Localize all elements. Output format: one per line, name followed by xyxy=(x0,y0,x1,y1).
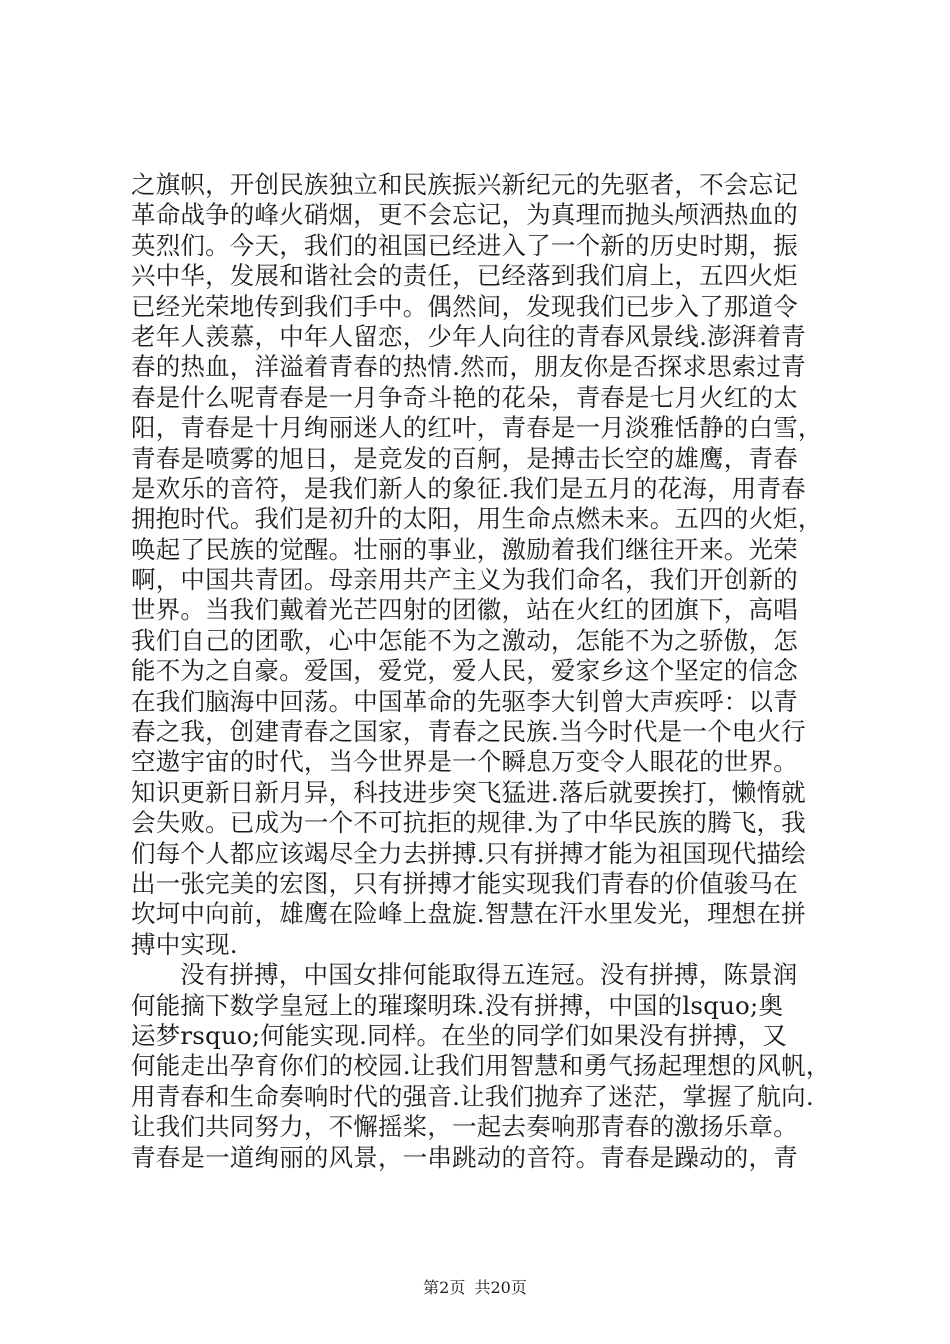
text-line: 何能走出孕育你们的校园.让我们用智慧和勇气扬起理想的风帆， xyxy=(131,1051,831,1081)
text-line: 之旗帜，开创民族独立和民族振兴新纪元的先驱者，不会忘记 xyxy=(131,170,798,199)
text-line: 春的热血，洋溢着青春的热情.然而，朋友你是否探求思索过青 xyxy=(131,352,806,382)
text-line: 春是什么呢青春是一月争奇斗艳的花朵，青春是七月火红的太 xyxy=(131,382,798,412)
text-line: 拥抱时代。我们是初升的太阳，用生命点燃未来。五四的火炬， xyxy=(131,504,823,534)
text-line: 春之我，创建青春之国家，青春之民族.当今时代是一个电火行 xyxy=(131,717,806,747)
text-line: 青春是一道绚丽的风景，一串跳动的音符。青春是躁动的，青 xyxy=(131,1142,798,1172)
text-line: 阳，青春是十月绚丽迷人的红叶，青春是一月淡雅恬静的白雪， xyxy=(131,413,823,443)
text-line: 兴中华，发展和谐社会的责任，已经落到我们肩上，五四火炬 xyxy=(131,261,798,291)
text-line: 出一张完美的宏图，只有拼搏才能实现我们青春的价值骏马在 xyxy=(131,868,798,898)
text-line: 何能摘下数学皇冠上的璀璨明珠.没有拼搏，中国的lsquo;奥 xyxy=(131,990,784,1020)
total-pages: 共20页 xyxy=(474,1278,527,1297)
text-line: 唤起了民族的觉醒。壮丽的事业，激励着我们继往开来。光荣 xyxy=(131,534,798,564)
text-line: 坎坷中向前，雄鹰在险峰上盘旋.智慧在汗水里发光，理想在拼 xyxy=(131,899,806,929)
text-line: 知识更新日新月异，科技进步突飞猛进.落后就要挨打，懒惰就 xyxy=(131,777,806,807)
text-line: 青春是喷雾的旭日，是竞发的百舸，是搏击长空的雄鹰，青春 xyxy=(131,443,798,473)
page-footer xyxy=(0,1275,950,1298)
text-line: 啊，中国共青团。母亲用共产主义为我们命名，我们开创新的 xyxy=(131,565,798,595)
page-number: 第2页 xyxy=(423,1278,466,1297)
text-line: 空遨宇宙的时代，当今世界是一个瞬息万变令人眼花的世界。 xyxy=(131,747,798,777)
body-text xyxy=(131,170,831,1173)
text-line: 让我们共同努力，不懈摇桨，一起去奏响那青春的激扬乐章。 xyxy=(131,1112,798,1142)
text-line: 运梦rsquo;何能实现.同样。在坐的同学们如果没有拼搏，又 xyxy=(131,1020,788,1050)
text-line: 老年人羡慕，中年人留恋，少年人向往的青春风景线.澎湃着青 xyxy=(131,321,806,351)
text-line: 已经光荣地传到我们手中。偶然间，发现我们已步入了那道令 xyxy=(131,291,798,321)
text-line: 搏中实现. xyxy=(131,929,238,959)
text-line: 们每个人都应该竭尽全力去拼搏.只有拼搏才能为祖国现代描绘 xyxy=(131,838,806,868)
text-line: 我们自己的团歌，心中怎能不为之激动，怎能不为之骄傲，怎 xyxy=(131,625,798,655)
text-line: 会失败。已成为一个不可抗拒的规律.为了中华民族的腾飞，我 xyxy=(131,808,806,838)
text-line: 在我们脑海中回荡。中国革命的先驱李大钊曾大声疾呼：以青 xyxy=(131,686,798,716)
text-line: 革命战争的峰火硝烟，更不会忘记，为真理而抛头颅洒热血的 xyxy=(131,200,798,230)
text-line: 是欢乐的音符，是我们新人的象征.我们是五月的花海，用青春 xyxy=(131,473,806,503)
text-line: 世界。当我们戴着光芒四射的团徽，站在火红的团旗下，高唱 xyxy=(131,595,798,625)
text-line: 能不为之自豪。爱国，爱党，爱人民，爱家乡这个坚定的信念 xyxy=(131,656,798,686)
paragraph-start-line: 没有拼搏，中国女排何能取得五连冠。没有拼搏，陈景润 xyxy=(180,960,798,990)
text-line: 用青春和生命奏响时代的强音.让我们抛弃了迷茫，掌握了航向. xyxy=(131,1081,814,1111)
text-line: 英烈们。今天，我们的祖国已经进入了一个新的历史时期，振 xyxy=(131,230,798,260)
